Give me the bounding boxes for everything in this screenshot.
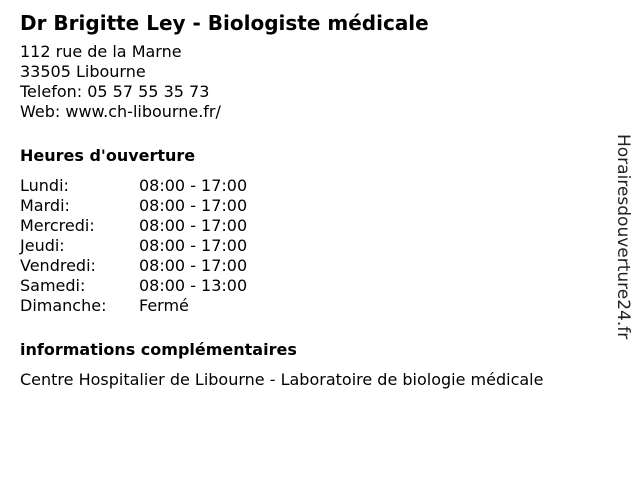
day-label: Vendredi:: [20, 256, 96, 275]
day-label: Mercredi:: [20, 216, 95, 235]
time-range: 08:00 - 17:00: [139, 196, 248, 215]
hours-row-sunday: [20, 296, 610, 316]
time-range: 08:00 - 17:00: [139, 236, 248, 255]
time-range: 08:00 - 13:00: [139, 276, 248, 295]
page-title: Dr Brigitte Ley - Biologiste médicale: [20, 11, 429, 35]
hours-row-thursday: [20, 236, 610, 256]
additional-info-heading: informations complémentaires: [20, 340, 297, 359]
opening-hours-heading: Heures d'ouverture: [20, 146, 196, 165]
address-block: [20, 42, 610, 122]
day-label: Lundi:: [20, 176, 69, 195]
hours-row-monday: [20, 176, 610, 196]
day-label: Mardi:: [20, 196, 70, 215]
opening-hours-table: [20, 176, 610, 316]
website-link: Web: www.ch-libourne.fr/: [20, 102, 221, 121]
phone-number: Telefon: 05 57 55 35 73: [20, 82, 210, 101]
city-postcode: 33505 Libourne: [20, 62, 146, 81]
day-label: Dimanche:: [20, 296, 107, 315]
hours-row-tuesday: [20, 196, 610, 216]
site-watermark: Horairesdouverture24.fr: [613, 134, 633, 340]
time-range: 08:00 - 17:00: [139, 256, 248, 275]
hours-row-friday: [20, 256, 610, 276]
day-label: Jeudi:: [20, 236, 65, 255]
street-address: 112 rue de la Marne: [20, 42, 182, 61]
day-label: Samedi:: [20, 276, 86, 295]
hours-row-saturday: [20, 276, 610, 296]
hours-row-wednesday: [20, 216, 610, 236]
time-range: 08:00 - 17:00: [139, 216, 248, 235]
listing-card: [20, 10, 610, 390]
time-range: 08:00 - 17:00: [139, 176, 248, 195]
additional-info-text: Centre Hospitalier de Libourne - Laboratoire de biologie médicale: [20, 370, 544, 389]
time-range: Fermé: [139, 296, 189, 315]
